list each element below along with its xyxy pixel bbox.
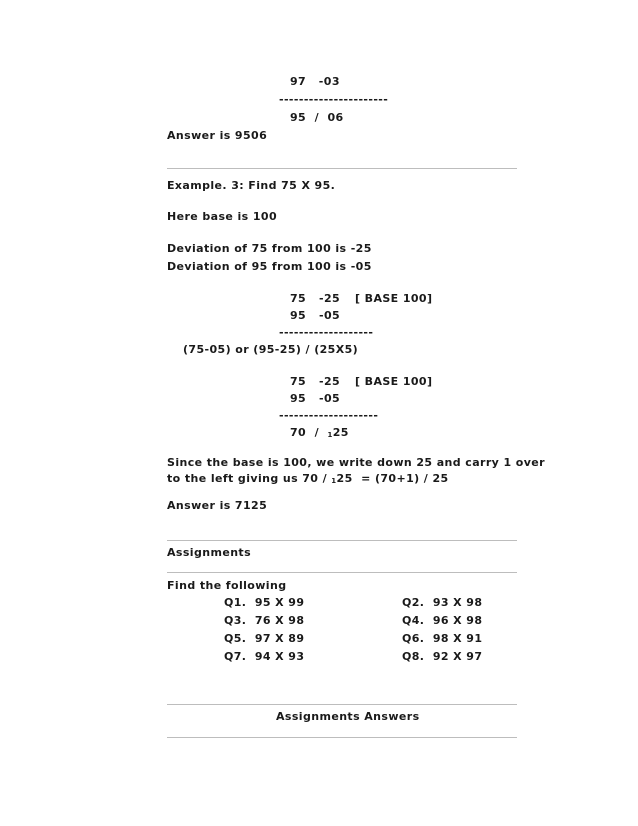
calc1-r1c2: -25: [319, 292, 341, 305]
calc2-divider: --------------------: [279, 409, 379, 422]
question-item: Q8. 92 X 97: [402, 650, 483, 663]
calc2-result-right: 25: [332, 426, 349, 439]
calc2-r1c2: -25: [319, 375, 341, 388]
carry-subscript: 1: [331, 477, 337, 485]
calc-result: 95 / 06: [290, 111, 344, 124]
answers-heading: Assignments Answers: [276, 710, 420, 723]
question-item: Q2. 93 X 98: [402, 596, 483, 609]
calc1-r2c1: 95: [290, 309, 307, 322]
example-title: Example. 3: Find 75 X 95.: [167, 179, 336, 192]
explanation-part-b: 25 = (70+1) / 25: [336, 472, 449, 485]
calc1-formula: (75-05) or (95-25) / (25X5): [183, 343, 359, 356]
explanation-line-1: Since the base is 100, we write down 25 and carry 1 over: [167, 456, 545, 469]
deviation-2: Deviation of 95 from 100 is -05: [167, 260, 372, 273]
calc1-r1c3: [ BASE 100]: [355, 292, 433, 305]
calc1-divider: -------------------: [279, 326, 374, 339]
calc-row-1: 97 -03: [290, 75, 340, 88]
base-text: Here base is 100: [167, 210, 278, 223]
assignments-heading: Assignments: [167, 546, 252, 559]
answer-text: Answer is 7125: [167, 499, 268, 512]
calc2-result-left: 70 /: [290, 426, 328, 439]
explanation-line-2: [167, 472, 449, 486]
question-item: Q4. 96 X 98: [402, 614, 483, 627]
calc2-r1c3: [ BASE 100]: [355, 375, 433, 388]
carry-subscript: 1: [327, 431, 333, 439]
horizontal-rule: [167, 737, 517, 738]
calc-divider: ----------------------: [279, 93, 389, 106]
calc2-r2c1: 95: [290, 392, 307, 405]
calc1-r1c1: 75: [290, 292, 307, 305]
assignments-instruction: Find the following: [167, 579, 287, 592]
question-item: Q1. 95 X 99: [224, 596, 305, 609]
calc2-r2c2: -05: [319, 392, 341, 405]
question-item: Q5. 97 X 89: [224, 632, 305, 645]
question-item: Q6. 98 X 91: [402, 632, 483, 645]
answer-text: Answer is 9506: [167, 129, 268, 142]
calc2-r1c1: 75: [290, 375, 307, 388]
question-item: Q7. 94 X 93: [224, 650, 305, 663]
horizontal-rule: [167, 704, 517, 705]
deviation-1: Deviation of 75 from 100 is -25: [167, 242, 372, 255]
horizontal-rule: [167, 572, 517, 573]
question-item: Q3. 76 X 98: [224, 614, 305, 627]
calc1-r2c2: -05: [319, 309, 341, 322]
calc2-result: [290, 426, 349, 440]
horizontal-rule: [167, 540, 517, 541]
explanation-part-a: to the left giving us 70 /: [167, 472, 332, 485]
horizontal-rule: [167, 168, 517, 169]
